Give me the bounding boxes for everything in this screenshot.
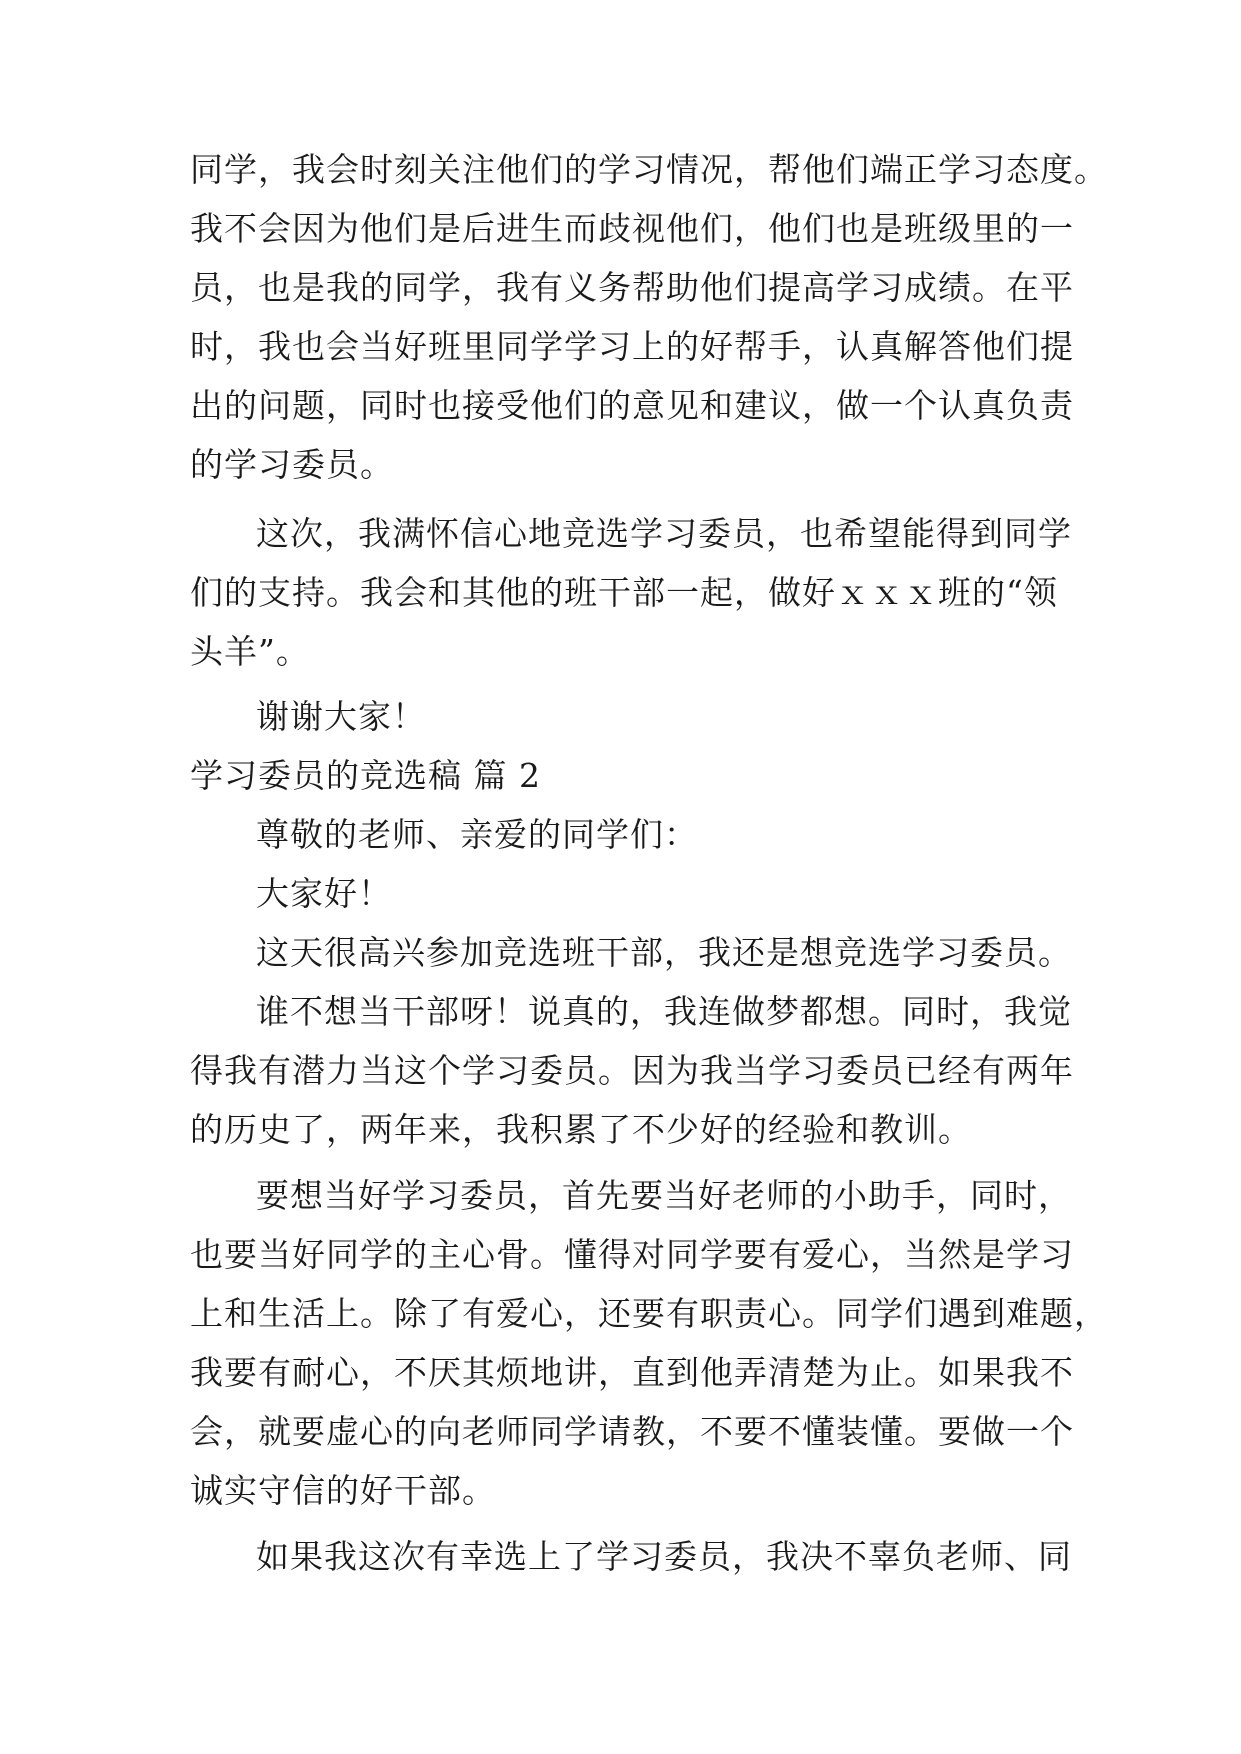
greeting-line: 大家好！ xyxy=(256,874,392,913)
paragraph-line: 时，我也会当好班里同学学习上的好帮手，认真解答他们提 xyxy=(190,327,1074,366)
paragraph-line: 我要有耐心，不厌其烦地讲，直到他弄清楚为止。如果我不 xyxy=(190,1353,1074,1392)
section-heading: 学习委员的竞选稿 篇 2 xyxy=(190,756,541,795)
paragraph-line: 出的问题，同时也接受他们的意见和建议，做一个认真负责 xyxy=(190,386,1074,425)
paragraph-line: 的历史了，两年来，我积累了不少好的经验和教训。 xyxy=(190,1110,972,1149)
paragraph-line: 同学，我会时刻关注他们的学习情况，帮他们端正学习态度。 xyxy=(190,150,1108,189)
paragraph-line: 这次，我满怀信心地竞选学习委员，也希望能得到同学 xyxy=(256,514,1072,553)
paragraph-line: 得我有潜力当这个学习委员。因为我当学习委员已经有两年 xyxy=(190,1051,1074,1090)
paragraph-line: 谁不想当干部呀！说真的，我连做梦都想。同时，我觉 xyxy=(256,992,1072,1031)
paragraph-line: 头羊”。 xyxy=(190,632,310,671)
paragraph-line: 也要当好同学的主心骨。懂得对同学要有爱心，当然是学习 xyxy=(190,1235,1074,1274)
paragraph-line: 诚实守信的好干部。 xyxy=(190,1471,496,1510)
paragraph-line: 上和生活上。除了有爱心，还要有职责心。同学们遇到难题， xyxy=(190,1294,1108,1333)
paragraph-line: 的学习委员。 xyxy=(190,445,394,484)
paragraph-line: 我不会因为他们是后进生而歧视他们，他们也是班级里的一 xyxy=(190,209,1074,248)
paragraph-line: 这天很高兴参加竞选班干部，我还是想竞选学习委员。 xyxy=(256,933,1072,972)
paragraph-line: 们的支持。我会和其他的班干部一起，做好ｘｘｘ班的“领 xyxy=(190,573,1058,612)
salutation-line: 尊敬的老师、亲爱的同学们： xyxy=(256,815,698,854)
paragraph-line: 会，就要虚心的向老师同学请教，不要不懂装懂。要做一个 xyxy=(190,1412,1074,1451)
paragraph-line: 员，也是我的同学，我有义务帮助他们提高学习成绩。在平 xyxy=(190,268,1074,307)
paragraph-line: 如果我这次有幸选上了学习委员，我决不辜负老师、同 xyxy=(256,1537,1072,1576)
closing-line: 谢谢大家！ xyxy=(256,697,426,736)
paragraph-line: 要想当好学习委员，首先要当好老师的小助手，同时， xyxy=(256,1176,1072,1215)
